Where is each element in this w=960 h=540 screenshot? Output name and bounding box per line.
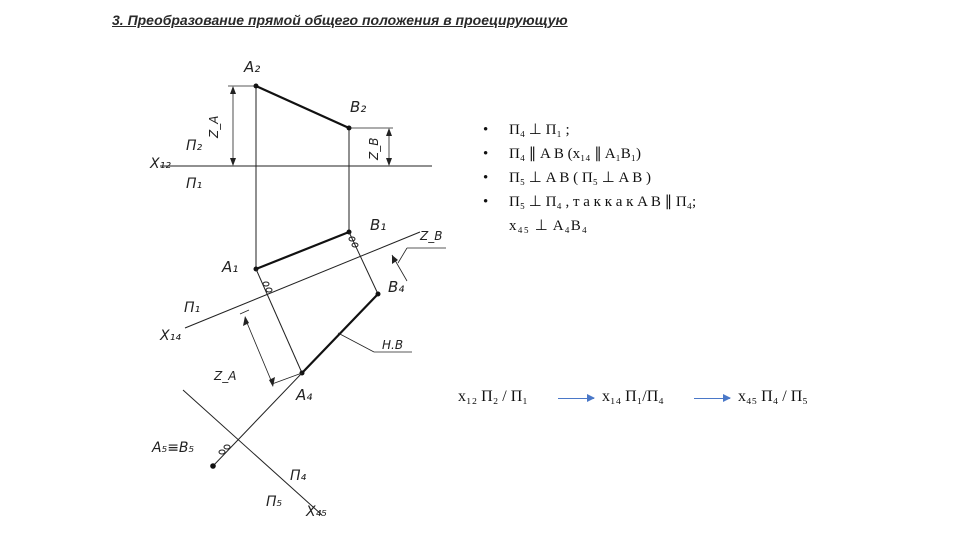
point-b4	[376, 292, 381, 297]
bullet-marker: •	[483, 194, 489, 210]
dim-za-low	[245, 318, 273, 385]
link-a4-a5	[213, 373, 302, 466]
condition-text: П₅ ⊥ A B ( П₅ ⊥ A B )	[509, 170, 652, 186]
axis-x14	[185, 232, 420, 328]
label-b1: B₁	[370, 216, 387, 234]
label-a2: A₂	[244, 58, 261, 76]
bullet-marker: •	[483, 170, 489, 186]
label-b4: B₄	[388, 278, 405, 296]
segment-a4b4	[302, 294, 378, 373]
label-za-low: Z_A	[214, 369, 237, 383]
label-a4: A₄	[296, 386, 313, 404]
point-a5b5	[210, 463, 216, 469]
condition-4	[483, 190, 696, 214]
label-a5b5: A₅≡B₅	[152, 440, 195, 456]
label-za-top: Z_A	[207, 115, 221, 138]
label-x12: X₁₂	[150, 156, 171, 172]
label-x45: X₄₅	[306, 504, 327, 520]
label-b2: B₂	[350, 98, 367, 116]
label-p4: П₄	[290, 468, 307, 484]
bullet-marker: •	[483, 146, 489, 162]
label-p1-top: П₁	[186, 176, 203, 192]
segment-a2b2	[256, 86, 349, 128]
bullet-marker: •	[483, 122, 489, 138]
label-zb-low: Z_B	[420, 229, 443, 243]
condition-text: П₅ ⊥ П₄ , т а к к а к A B ∥ П₄;	[509, 194, 697, 210]
transformation-chain	[458, 388, 838, 410]
condition-2	[483, 142, 696, 166]
label-p2: П₂	[186, 138, 203, 154]
label-p5: П₅	[266, 494, 283, 510]
condition-1	[483, 118, 696, 142]
label-zb-top: Z_B	[367, 137, 381, 160]
condition-3	[483, 166, 696, 190]
chain-arrow-1	[558, 398, 594, 399]
slide-title: 3. Преобразование прямой общего положения в проецирующую	[112, 12, 568, 28]
label-p1-mid: П₁	[184, 300, 201, 316]
chain-step-1: x₁₂ П₂ / П₁	[458, 388, 528, 405]
label-x14: X₁₄	[160, 328, 181, 344]
chain-arrow-2	[694, 398, 730, 399]
segment-a1b1	[256, 232, 349, 269]
leader-hv	[338, 333, 374, 352]
label-hv: Н.В	[382, 338, 404, 352]
label-a1: A₁	[222, 258, 239, 276]
chain-step-3: x₄₅ П₄ / П₅	[738, 388, 808, 405]
condition-text: П₄ ⊥ П₁ ;	[509, 122, 570, 138]
condition-text: П₄ ∥ A B (x₁₄ ∥ A₁B₁)	[509, 146, 641, 162]
conditions-list	[483, 118, 696, 238]
chain-step-2: x₁₄ П₁/П₄	[602, 388, 664, 405]
hatch-marks	[219, 237, 358, 454]
axis-x45	[183, 390, 322, 515]
condition-4-continuation: x₄₅ ⊥ A₄B₄	[509, 218, 588, 234]
